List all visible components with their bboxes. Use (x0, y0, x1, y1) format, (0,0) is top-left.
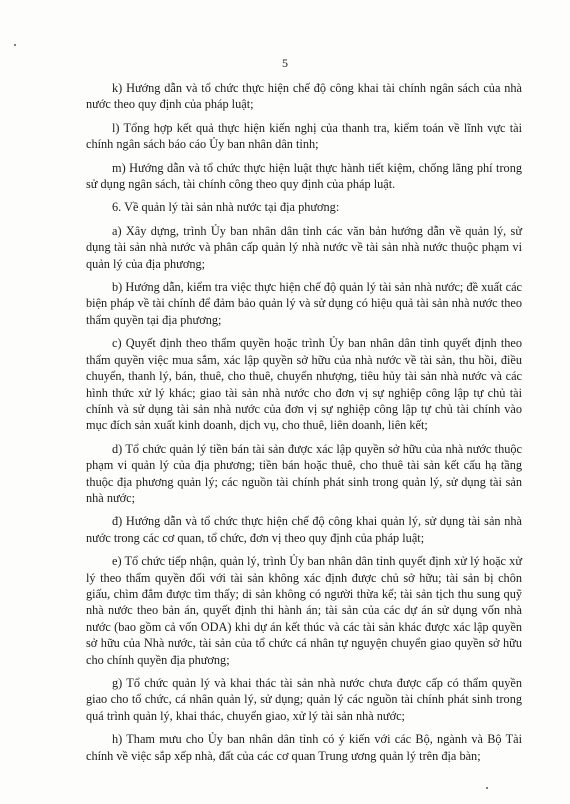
paragraph-m: m) Hướng dẫn và tổ chức thực hiện luật thực hành tiết kiệm, chống lãng phí trong sử dụng ngân sách, tài chính công theo quy định của pháp luật. (86, 160, 522, 192)
paragraph-l: l) Tổng hợp kết quả thực hiện kiến nghị của thanh tra, kiểm toán về lĩnh vực tài chính ngân sách báo cáo Ủy ban nhân dân tỉnh; (86, 120, 522, 152)
paragraph-g: g) Tổ chức quản lý và khai thác tài sản nhà nước chưa được cấp có thẩm quyền giao cho tổ chức, cá nhân quản lý, sử dụng; quản lý các nguồn tài chính phát sinh trong quá trình quản lý, khai thác, chuyển giao, xử lý tài sản nhà nước; (86, 676, 522, 723)
page-number: 5 (282, 56, 288, 70)
paragraph-k: k) Hướng dẫn và tổ chức thực hiện chế độ công khai tài chính ngân sách của nhà nước theo quy định của pháp luật; (86, 81, 522, 112)
paragraph-e: e) Tổ chức tiếp nhận, quản lý, trình Ủy ban nhân dân tỉnh quyết định xử lý hoặc xử lý theo thẩm quyền đối với tài sản không xác định được chủ sở hữu; tài sản bị chôn giấu, chìm đắm được tìm thấy; di sản không có người thừa kế; tài sản tịch thu sung quỹ nhà nước theo bản án, quyết định thi hành án; tài sản của các dự án sử dụng vốn nhà nước (bao gồm cả vốn ODA) khi dự án kết thúc và các tài sản khác được xác lập quyền sở hữu của Nhà nước, tài sản của tổ chức cá nhân tự nguyện chuyển giao quyền sở hữu cho chính quyền địa phương; (86, 554, 522, 667)
paragraph-d: d) Tổ chức quản lý tiền bán tài sản được xác lập quyền sở hữu của nhà nước thuộc phạm vi quản lý của địa phương; tiền bán hoặc thuê, cho thuê tài sản kết cấu hạ tầng thuộc địa phương quản lý; các nguồn tài chính phát sinh trong quản lý, sử dụng tài sản nhà nước; (86, 441, 522, 505)
section-heading-6: 6. Về quản lý tài sản nhà nước tại địa phương: (112, 200, 340, 215)
paragraph-h: h) Tham mưu cho Ủy ban nhân dân tỉnh có ý kiến với các Bộ, ngành và Bộ Tài chính về việc sắp xếp nhà, đất của các cơ quan Trung ương quản lý trên địa bàn; (86, 732, 522, 763)
paragraph-a: a) Xây dựng, trình Ủy ban nhân dân tỉnh các văn bản hướng dẫn về quản lý, sử dụng tài sản nhà nước và phân cấp quản lý nhà nước về tài sản nhà nước thuộc phạm vi quản lý của địa phương; (86, 223, 522, 271)
paragraph-dd: đ) Hướng dẫn và tổ chức thực hiện chế độ công khai quản lý, sử dụng tài sản nhà nước trong các cơ quan, tổ chức, đơn vị theo quy định của pháp luật; (86, 514, 522, 545)
paragraph-b: b) Hướng dẫn, kiểm tra việc thực hiện chế độ quản lý tài sản nhà nước; đề xuất các biện pháp về tài chính để đảm bảo quản lý và sử dụng có hiệu quả tài sản nhà nước theo thẩm quyền tại địa phương; (86, 280, 522, 327)
paragraph-c: c) Quyết định theo thẩm quyền hoặc trình Ủy ban nhân dân tỉnh quyết định theo thẩm quyền việc mua sắm, xác lập quyền sở hữu của nhà nước về tài sản, thu hồi, điều chuyển, thanh lý, bán, thuê, cho thuê, chuyển nhượng, tiêu hủy tài sản nhà nước và các hình thức xử lý khác; giao tài sản nhà nước cho đơn vị sự nghiệp công lập tự chủ tài chính và sử dụng tài sản nhà nước của đơn vị sự nghiệp công lập tự chủ tài chính vào mục đích sản xuất kinh doanh, dịch vụ, cho thuê, liên doanh, liên kết; (86, 336, 522, 433)
scan-speck (14, 44, 16, 46)
document-body (86, 80, 522, 771)
scan-speck (486, 787, 488, 789)
